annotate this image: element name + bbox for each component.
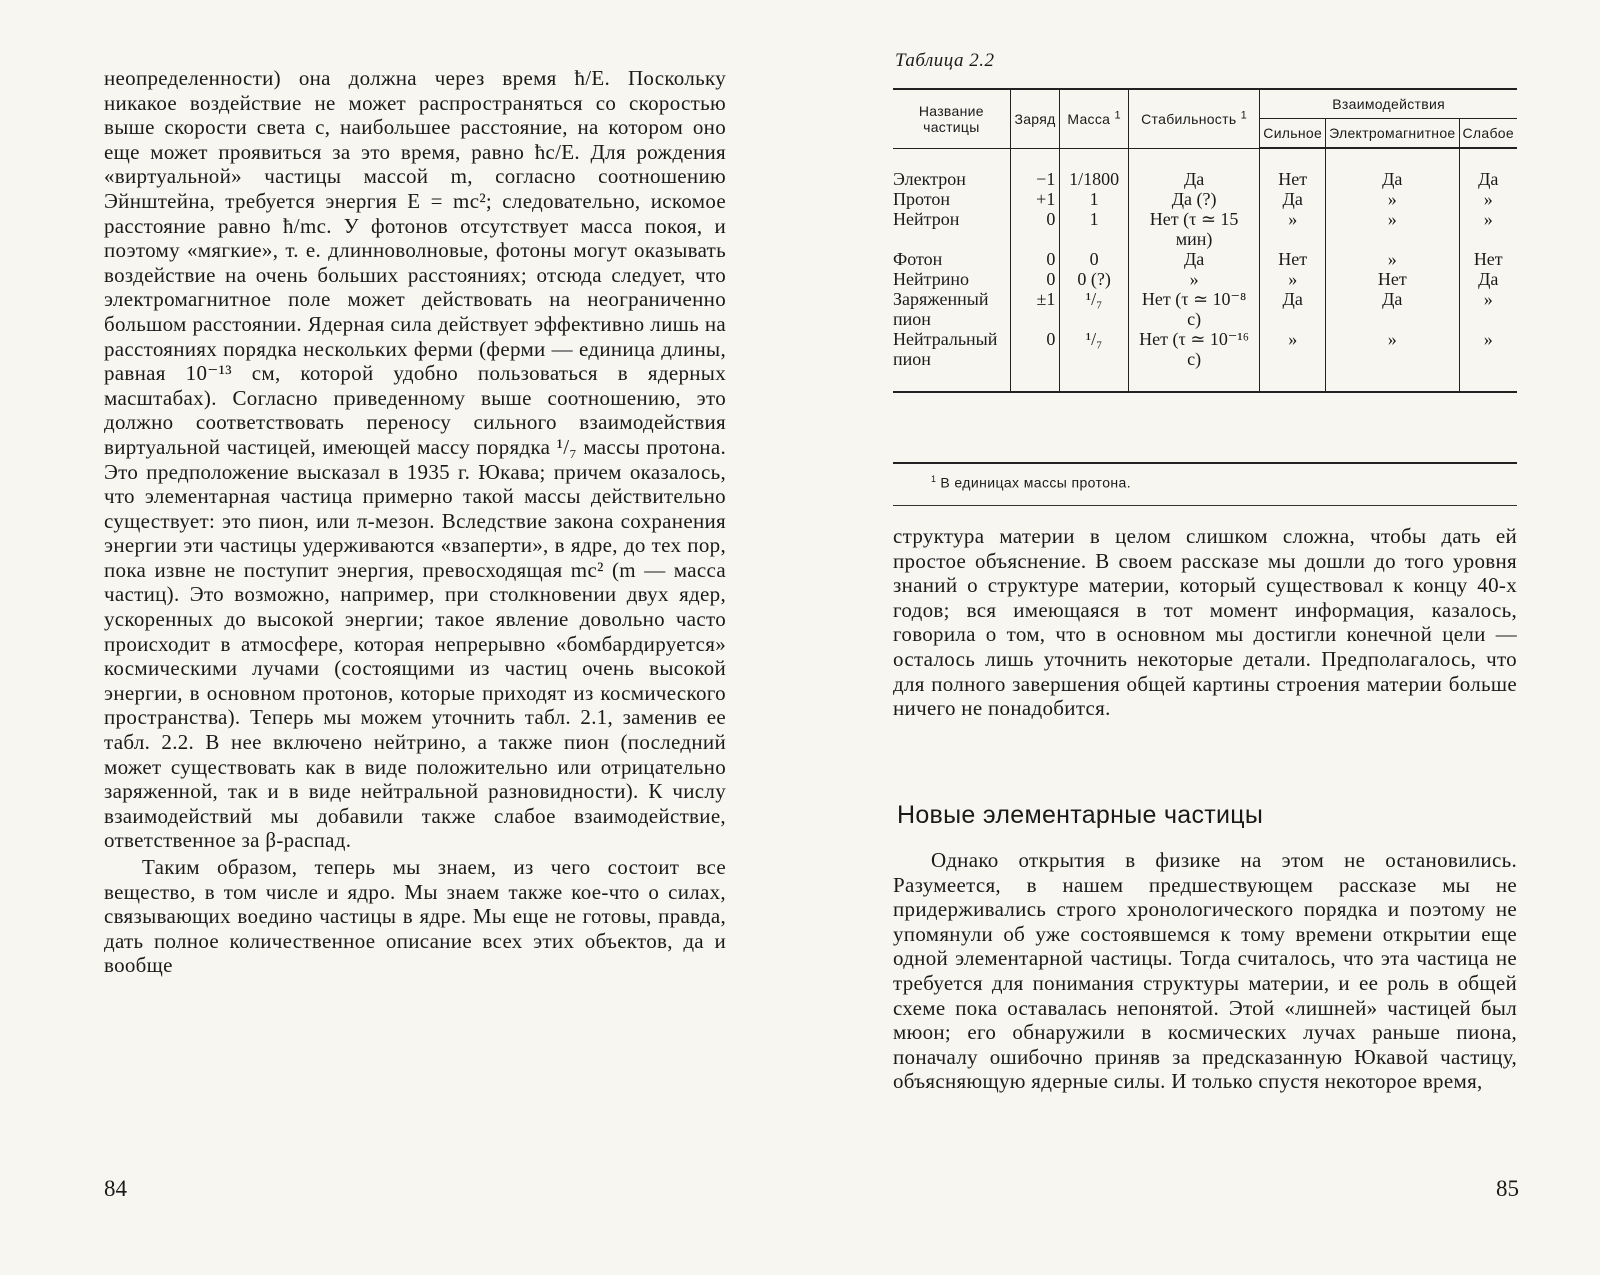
page-number-left: 84 <box>104 1176 127 1201</box>
cell-name: Электрон <box>893 148 1010 189</box>
right-page <box>800 0 1600 1275</box>
cell-electromagnetic: Да <box>1326 148 1459 189</box>
footnote-rule <box>893 505 1517 506</box>
cell-weak: » <box>1459 289 1517 329</box>
cell-mass: ¹/₇ <box>1060 329 1129 392</box>
section-heading: Новые элементарные частицы <box>897 801 1264 829</box>
cell-stability: Да <box>1128 148 1259 189</box>
header-strong: Сильное <box>1260 119 1326 149</box>
cell-charge: 0 <box>1010 269 1060 289</box>
cell-weak: Да <box>1459 148 1517 189</box>
cell-weak: » <box>1459 189 1517 209</box>
footnote-text: В единицах массы протона. <box>940 474 1132 491</box>
left-page-text <box>104 66 726 978</box>
cell-charge: −1 <box>1010 148 1060 189</box>
cell-mass: 1/1800 <box>1060 148 1129 189</box>
cell-charge: 0 <box>1010 249 1060 269</box>
cell-stability: Нет (τ ≃ 15 мин) <box>1128 209 1259 249</box>
table-row <box>893 189 1517 209</box>
page-number-right: 85 <box>1496 1176 1519 1201</box>
cell-weak: » <box>1459 329 1517 392</box>
cell-strong: » <box>1260 269 1326 289</box>
cell-name: Протон <box>893 189 1010 209</box>
right-paragraph-2-block <box>893 848 1517 1094</box>
table-row <box>893 329 1517 392</box>
cell-mass: 0 (?) <box>1060 269 1129 289</box>
header-interactions: Взаимодействия <box>1260 89 1517 119</box>
header-stability-footnote-mark: 1 <box>1240 109 1248 122</box>
cell-strong: Да <box>1260 289 1326 329</box>
cell-weak: » <box>1459 209 1517 249</box>
cell-name: Нейтрон <box>893 209 1010 249</box>
right-paragraph-1: структура материи в целом слишком сложна, чтобы дать ей простое объяснение. В своем рассказе мы дошли до того уровня знаний о структуре материи, который существовал к концу 40-х годов; вся имеющаяся в тот момент информация, казалось, говорила о том, что в основном мы достигли конечной цели — осталось лишь уточнить некоторые детали. Предполагалось, что для полного завершения общей картины строения материи больше ничего не понадобится. <box>893 524 1517 721</box>
header-charge: Заряд <box>1010 89 1060 148</box>
cell-charge: 0 <box>1010 329 1060 392</box>
cell-charge: +1 <box>1010 189 1060 209</box>
table-caption: Таблица 2.2 <box>895 50 995 71</box>
cell-electromagnetic: Нет <box>1326 269 1459 289</box>
header-mass: Масса $^1$ <box>1060 89 1129 148</box>
cell-name: Заряженный пион <box>893 289 1010 329</box>
header-electromagnetic: Электромагнитное <box>1326 119 1459 149</box>
header-weak: Слабое <box>1459 119 1517 149</box>
left-paragraph-2: Таким образом, теперь мы знаем, из чего состоит все вещество, в том числе и ядро. Мы знаем также кое-что о силах, связывающих воедино частицы в ядре. Мы еще не готовы, правда, дать полное количественное описание всех этих объектов, да и вообще <box>104 855 726 978</box>
cell-strong: Да <box>1260 189 1326 209</box>
footnote-mark: 1 <box>931 474 937 484</box>
table-row <box>893 269 1517 289</box>
cell-stability: » <box>1128 269 1259 289</box>
cell-mass: 1 <box>1060 189 1129 209</box>
left-page <box>0 0 790 1275</box>
cell-electromagnetic: » <box>1326 249 1459 269</box>
cell-name: Фотон <box>893 249 1010 269</box>
cell-strong: » <box>1260 329 1326 392</box>
cell-electromagnetic: » <box>1326 209 1459 249</box>
header-name: Название частицы <box>893 89 1010 148</box>
cell-mass: ¹/₇ <box>1060 289 1129 329</box>
header-mass-footnote-mark: 1 <box>1114 109 1121 122</box>
cell-weak: Да <box>1459 269 1517 289</box>
cell-name: Нейтрино <box>893 269 1010 289</box>
cell-strong: Нет <box>1260 148 1326 189</box>
cell-weak: Нет <box>1459 249 1517 269</box>
cell-stability: Да <box>1128 249 1259 269</box>
cell-charge: ±1 <box>1010 289 1060 329</box>
cell-stability: Нет (τ ≃ 10⁻¹⁶ с) <box>1128 329 1259 392</box>
particle-table <box>893 88 1517 393</box>
header-stability: Стабильность $^1$ <box>1128 89 1259 148</box>
cell-electromagnetic: » <box>1326 329 1459 392</box>
cell-strong: Нет <box>1260 249 1326 269</box>
right-paragraph-1-block <box>893 524 1517 721</box>
cell-electromagnetic: Да <box>1326 289 1459 329</box>
table-footnote <box>893 462 1517 491</box>
cell-stability: Да (?) <box>1128 189 1259 209</box>
cell-name: Нейтральный пион <box>893 329 1010 392</box>
left-paragraph-1: неопределенности) она должна через время ħ/E. Поскольку никакое воздействие не может распространяться со скоростью выше скорости света c, наибольшее расстояние, на котором оно еще может проявиться за это время, равно ħc/E. Для рождения «виртуальной» частицы массой m, согласно соотношению Эйнштейна, требуется энергия E = mc²; следовательно, искомое расстояние равно ħ/mc. У фотонов отсутствует масса покоя, и поэтому «мягкие», т. е. длинноволновые, фотоны могут оказывать воздействие на очень больших расстояниях; отсюда следует, что электромагнитное поле может действовать на неограниченно большом расстоянии. Ядерная сила действует эффективно лишь на расстояниях порядка нескольких ферми (ферми — единица длины, равная 10⁻¹³ см, которой удобно пользоваться в ядерных масштабах). Согласно приведенному выше соотношению, это должно соответствовать переносу сильного взаимодействия виртуальной частицей, имеющей массу порядка ¹/₇ массы протона. Это предположение высказал в 1935 г. Юкава; причем оказалось, что элементарная частица примерно такой массы действительно существует: это пион, или π-мезон. Вследствие закона сохранения энергии эти частицы удерживаются «взаперти», в ядре, до тех пор, пока извне не поступит энергия, превосходящая mc² (m — масса частиц). Это возможно, например, при столкновении двух ядер, ускоренных до высокой энергии; такое явление довольно часто происходит в атмосфере, которая непрерывно «бомбардируется» космическими лучами (состоящими из частиц очень высокой энергии, в основном протонов, которые приходят из космического пространства). Теперь мы можем уточнить табл. 2.1, заменив ее табл. 2.2. В нее включено нейтрино, а также пион (последний может существовать как в виде положительно или отрицательно заряженной, так и в виде нейтральной разновидности). К числу взаимодействий мы добавили также слабое взаимодействие, ответственное за β-распад. <box>104 66 726 853</box>
cell-mass: 0 <box>1060 249 1129 269</box>
cell-charge: 0 <box>1010 209 1060 249</box>
cell-electromagnetic: » <box>1326 189 1459 209</box>
cell-mass: 1 <box>1060 209 1129 249</box>
table-row <box>893 249 1517 269</box>
table-row <box>893 148 1517 189</box>
cell-stability: Нет (τ ≃ 10⁻⁸ с) <box>1128 289 1259 329</box>
table-row <box>893 289 1517 329</box>
right-paragraph-2: Однако открытия в физике на этом не остановились. Разумеется, в нашем предшествующем рассказе мы не придерживались строго хронологического порядка и поэтому не упомянули об уже состоявшемся к тому времени открытии еще одной элементарной частицы. Тогда считалось, что эта частица не требуется для понимания структуры материи, и ее роль в общей схеме пока оставалась непонятой. Этой «лишней» частицей был мюон; его обнаружили в космических лучах раньше пиона, поначалу ошибочно приняв за предсказанную Юкавой частицу, объясняющую ядерные силы. И только спустя некоторое время, <box>893 848 1517 1094</box>
cell-strong: » <box>1260 209 1326 249</box>
table-row <box>893 209 1517 249</box>
